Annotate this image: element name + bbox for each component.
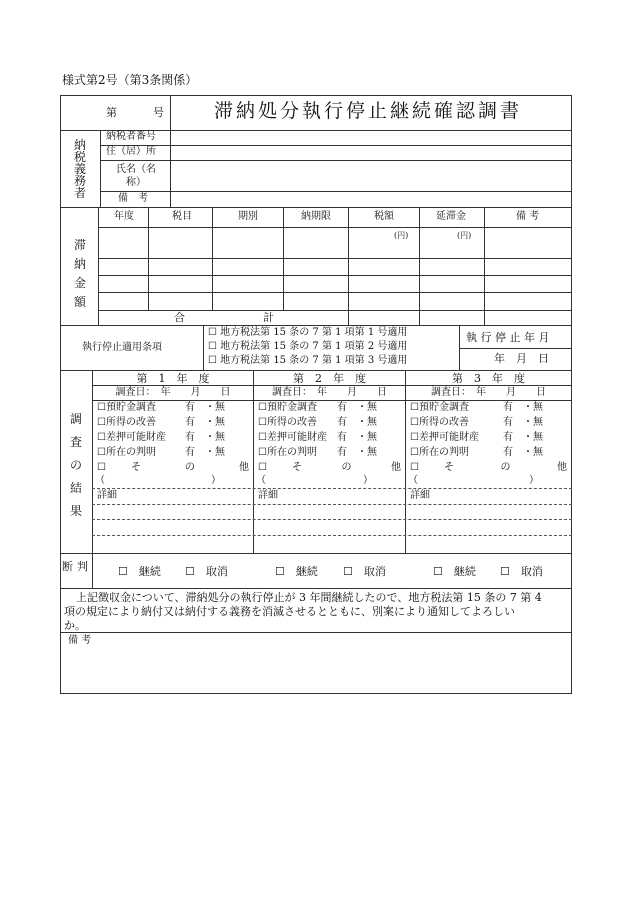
- tax-amount-unit: (円): [394, 231, 409, 240]
- year-3-check-item[interactable]: ☐預貯金調査: [410, 402, 469, 413]
- taxpayer-number-label: 納税者番号: [106, 131, 156, 142]
- year-1-other-label: そ の 他: [131, 462, 249, 473]
- header-divider: [170, 95, 171, 130]
- taxpayer-field-divider: [170, 130, 171, 207]
- year-1-check-item[interactable]: ☐差押可能財産: [97, 432, 166, 443]
- frame-right: [571, 95, 572, 693]
- year-2-yes-no: 有 ・無: [337, 447, 377, 458]
- arrears-label-divider: [98, 207, 99, 325]
- judgment-year1-cancel[interactable]: ☐ 取消: [185, 565, 228, 578]
- year-1-yes-no: 有 ・無: [185, 417, 225, 428]
- statement-line-1: 上記徴収金について、滞納処分の執行停止が 3 年間継続したので、地方税法第 15 条の 7 第 4: [76, 591, 542, 604]
- arrears-col-line: [419, 207, 420, 325]
- arrears-row-line: [98, 275, 572, 276]
- year-1-paren-open: （: [95, 475, 105, 486]
- investigation-section-label: 調査の結果: [70, 412, 83, 518]
- judgment-year2-cancel[interactable]: ☐ 取消: [343, 565, 386, 578]
- year-3-yes-no: 有 ・無: [503, 417, 543, 428]
- total-label-2: 計: [263, 311, 274, 324]
- arrears-row-line: [98, 227, 572, 228]
- suspension-date-value: 年 月 日: [494, 352, 549, 365]
- arrears-row-line: [98, 310, 572, 311]
- year-3-details-label: 詳細: [410, 490, 430, 501]
- taxpayer-label-divider: [100, 130, 101, 207]
- document-title: 滞納処分執行停止継続確認調書: [214, 100, 523, 122]
- suspension-option-1[interactable]: ☐ 地方税法第 15 条の 7 第 1 項第 1 号適用: [208, 327, 408, 338]
- total-label-1: 合: [174, 311, 185, 324]
- year-3-yes-no: 有 ・無: [503, 402, 543, 413]
- frame-left: [60, 95, 61, 693]
- taxpayer-row-line: [100, 191, 572, 192]
- year-1-yes-no: 有 ・無: [185, 432, 225, 443]
- judgment-label-divider: [92, 553, 93, 588]
- year-2-other-label: そ の 他: [292, 462, 401, 473]
- judgment-year1-continue[interactable]: ☐ 継続: [118, 565, 161, 578]
- year-1-yes-no: 有 ・無: [185, 447, 225, 458]
- taxpayer-name-label: 氏名（名称）: [116, 164, 156, 188]
- arrears-col-line: [348, 207, 349, 325]
- year-3-yes-no: 有 ・無: [503, 447, 543, 458]
- taxpayer-section-label: 納税義務者: [74, 138, 87, 200]
- investigation-dash-line: [92, 488, 572, 489]
- col-header-late-fee: 延滞金: [436, 211, 466, 222]
- suspension-clause-label: 執行停止適用条項: [82, 342, 162, 353]
- year-3-paren-close: ）: [529, 475, 539, 486]
- col-header-tax-amount: 税額: [374, 211, 394, 222]
- year-1-survey-date: 調査日： 年 月 日: [115, 387, 231, 398]
- arrears-col-line: [484, 207, 485, 325]
- suspension-bottom-line: [60, 370, 572, 371]
- year-2-details-label: 詳細: [258, 490, 278, 501]
- year-3-yes-no: 有 ・無: [503, 432, 543, 443]
- investigation-dash-line: [92, 504, 572, 505]
- number-prefix: 第: [106, 106, 117, 119]
- year-2-yes-no: 有 ・無: [337, 417, 377, 428]
- suspension-option-2[interactable]: ☐ 地方税法第 15 条の 7 第 1 項第 2 号適用: [208, 341, 408, 352]
- frame-bottom: [60, 693, 572, 694]
- taxpayer-remarks-label: 備 考: [118, 193, 148, 204]
- year-3-other-label: そ の 他: [444, 462, 567, 473]
- year-3-check-item[interactable]: ☐差押可能財産: [410, 432, 479, 443]
- year-2-check-item[interactable]: ☐差押可能財産: [258, 432, 327, 443]
- year-1-other-check[interactable]: ☐: [97, 462, 106, 473]
- col-header-year: 年度: [114, 211, 134, 222]
- judgment-label: 判断: [62, 560, 92, 573]
- suspension-date-label: 執 行 停 止 年 月: [466, 331, 550, 344]
- arrears-row-line: [98, 292, 572, 293]
- investigation-bottom-line: [60, 553, 572, 554]
- year-3-other-check[interactable]: ☐: [410, 462, 419, 473]
- judgment-bottom-line: [60, 588, 572, 589]
- year-2-paren-open: （: [256, 475, 266, 486]
- frame-top: [60, 95, 572, 96]
- taxpayer-address-label: 住（居）所: [106, 146, 156, 157]
- suspension-divider: [203, 325, 204, 370]
- year-2-yes-no: 有 ・無: [337, 402, 377, 413]
- year-2-header: 第 2 年 度: [293, 372, 366, 385]
- late-fee-unit: (円): [457, 231, 472, 240]
- year-3-header: 第 3 年 度: [452, 372, 525, 385]
- year-3-check-item[interactable]: ☐所得の改善: [410, 417, 469, 428]
- year-2-yes-no: 有 ・無: [337, 432, 377, 443]
- arrears-bottom-line: [60, 325, 572, 326]
- year-1-check-item[interactable]: ☐所得の改善: [97, 417, 156, 428]
- remarks-label: 備 考: [68, 635, 92, 646]
- taxpayer-row-line: [100, 145, 572, 146]
- statement-line-3: か。: [64, 619, 86, 632]
- year-1-paren-close: ）: [211, 475, 221, 486]
- year-2-other-check[interactable]: ☐: [258, 462, 267, 473]
- suspension-date-line: [459, 348, 572, 349]
- year-1-check-item[interactable]: ☐預貯金調査: [97, 402, 156, 413]
- taxpayer-bottom-line: [60, 207, 572, 208]
- year-2-paren-close: ）: [363, 475, 373, 486]
- year-3-survey-date: 調査日： 年 月 日: [431, 387, 546, 398]
- col-header-tax-item: 税目: [172, 211, 192, 222]
- arrears-section-label: 滞納金額: [74, 238, 87, 309]
- year-2-survey-date: 調査日： 年 月 日: [272, 387, 387, 398]
- year-3-check-item[interactable]: ☐所在の判明: [410, 447, 469, 458]
- year-1-details-label: 詳細: [97, 490, 117, 501]
- col-header-period: 期別: [238, 211, 258, 222]
- investigation-dash-line: [92, 535, 572, 536]
- judgment-year3-cancel[interactable]: ☐ 取消: [500, 565, 543, 578]
- statement-line-2: 項の規定により納付又は納付する義務を消滅させるとともに、別案により通知してよろしい: [64, 605, 515, 618]
- investigation-row-line: [92, 400, 572, 401]
- col-header-due-date: 納期限: [301, 211, 331, 222]
- investigation-dash-line: [92, 519, 572, 520]
- year-2-check-item[interactable]: ☐所在の判明: [258, 447, 317, 458]
- judgment-year2-continue[interactable]: ☐ 継続: [275, 565, 318, 578]
- judgment-year3-continue[interactable]: ☐ 継続: [433, 565, 476, 578]
- col-header-remarks: 備 考: [516, 211, 540, 222]
- form-number-label: 様式第2号（第3条関係）: [62, 73, 198, 87]
- suspension-option-3[interactable]: ☐ 地方税法第 15 条の 7 第 1 項第 3 号適用: [208, 355, 408, 366]
- investigation-row-line: [92, 385, 572, 386]
- statement-bottom-line: [60, 632, 572, 633]
- number-suffix: 号: [153, 106, 164, 119]
- year-1-yes-no: 有 ・無: [185, 402, 225, 413]
- year-1-check-item[interactable]: ☐所在の判明: [97, 447, 156, 458]
- year-3-paren-open: （: [408, 475, 418, 486]
- year-1-header: 第 1 年 度: [136, 372, 210, 385]
- year-2-check-item[interactable]: ☐所得の改善: [258, 417, 317, 428]
- year-2-check-item[interactable]: ☐預貯金調査: [258, 402, 317, 413]
- taxpayer-row-line: [100, 160, 572, 161]
- arrears-row-line: [98, 258, 572, 259]
